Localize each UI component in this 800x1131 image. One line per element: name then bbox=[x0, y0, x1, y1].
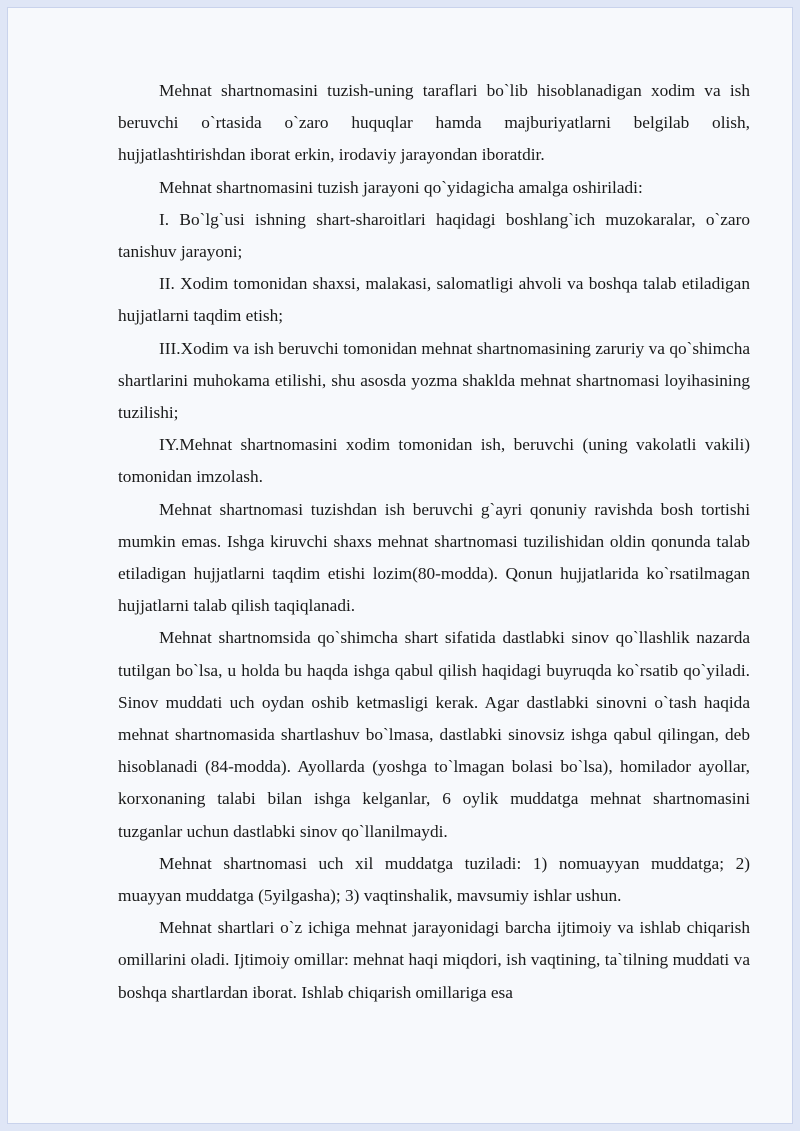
paragraph-step-1: I. Bo`lg`usi ishning shart-sharoitlari haqidagi boshlang`ich muzokaralar, o`zaro tanishuv jarayoni; bbox=[118, 209, 750, 262]
document-body bbox=[118, 75, 750, 1009]
paragraph-probation: Mehnat shartnomsida qo`shimcha shart sifatida dastlabki sinov qo`llashlik nazarda tutilgan bo`lsa, u holda bu haqda ishga qabul qilish haqidagi buyruqda ko`rsatib qo`yiladi. Sinov muddati uch oydan oshib ketmasligi kerak. Agar dastlabki sinovni o`tash haqida mehnat shartnomasida shartlashuv bo`lmasa, dastlabki sinovsiz ishga qabul qilingan, deb hisoblanadi (84-modda). Ayollarda (yoshga to`lmagan bolasi bo`lsa), homilador ayollar, korxonaning talabi bilan ishga kelganlar, 6 oylik muddatga mehnat shartnomasini tuzganlar uchun dastlabki sinov qo`llanilmaydi. bbox=[118, 628, 750, 841]
paragraph-step-2: II. Xodim tomonidan shaxsi, malakasi, salomatligi ahvoli va boshqa talab etiladigan hujjatlarni taqdim etish; bbox=[118, 274, 750, 326]
paragraph-refusal: Mehnat shartnomasi tuzishdan ish beruvchi g`ayri qonuniy ravishda bosh tortishi mumkin emas. Ishga kiruvchi shaxs mehnat shartnomasi tuzilishidan oldin qonunda talab etiladigan hujjatlarni taqdim etishi lozim(80-modda). Qonun hujjatlarida ko`rsatilmagan hujjatlarni talab qilish taqiqlanadi. bbox=[118, 499, 750, 616]
paragraph-process-intro: Mehnat shartnomasini tuzish jarayoni qo`yidagicha amalga oshiriladi: bbox=[159, 177, 643, 197]
paragraph-contract-terms: Mehnat shartnomasi uch xil muddatga tuziladi: 1) nomuayyan muddatga; 2) muayyan muddatga (5yilgasha); 3) vaqtinshalik, mavsumiy ishlar ushun. bbox=[118, 853, 750, 906]
paragraph-step-3: III.Xodim va ish beruvchi tomonidan mehnat shartnomasining zaruriy va qo`shimcha shartlarini muhokama etilishi, shu asosda yozma shaklda mehnat shartnomasi loyihasining tuzilishi; bbox=[118, 338, 750, 423]
paragraph-step-4: IY.Mehnat shartnomasini xodim tomonidan ish, beruvchi (uning vakolatli vakili) tomonidan imzolash. bbox=[118, 435, 750, 487]
paragraph-work-conditions: Mehnat shartlari o`z ichiga mehnat jarayonidagi barcha ijtimoiy va ishlab chiqarish omillarini oladi. Ijtimoiy omillar: mehnat haqi miqdori, ish vaqtining, ta`tilning muddati va boshqa shartlardan iborat. Ishlab chiqarish omillariga esa bbox=[118, 918, 750, 1002]
paragraph-definition: Mehnat shartnomasini tuzish-uning taraflari bo`lib hisoblanadigan xodim va ish beruvchi o`rtasida o`zaro huquqlar hamda majburiyatlarni belgilab olish, hujjatlashtirishdan iborat erkin, irodaviy jarayondan iboratdir. bbox=[118, 81, 750, 165]
